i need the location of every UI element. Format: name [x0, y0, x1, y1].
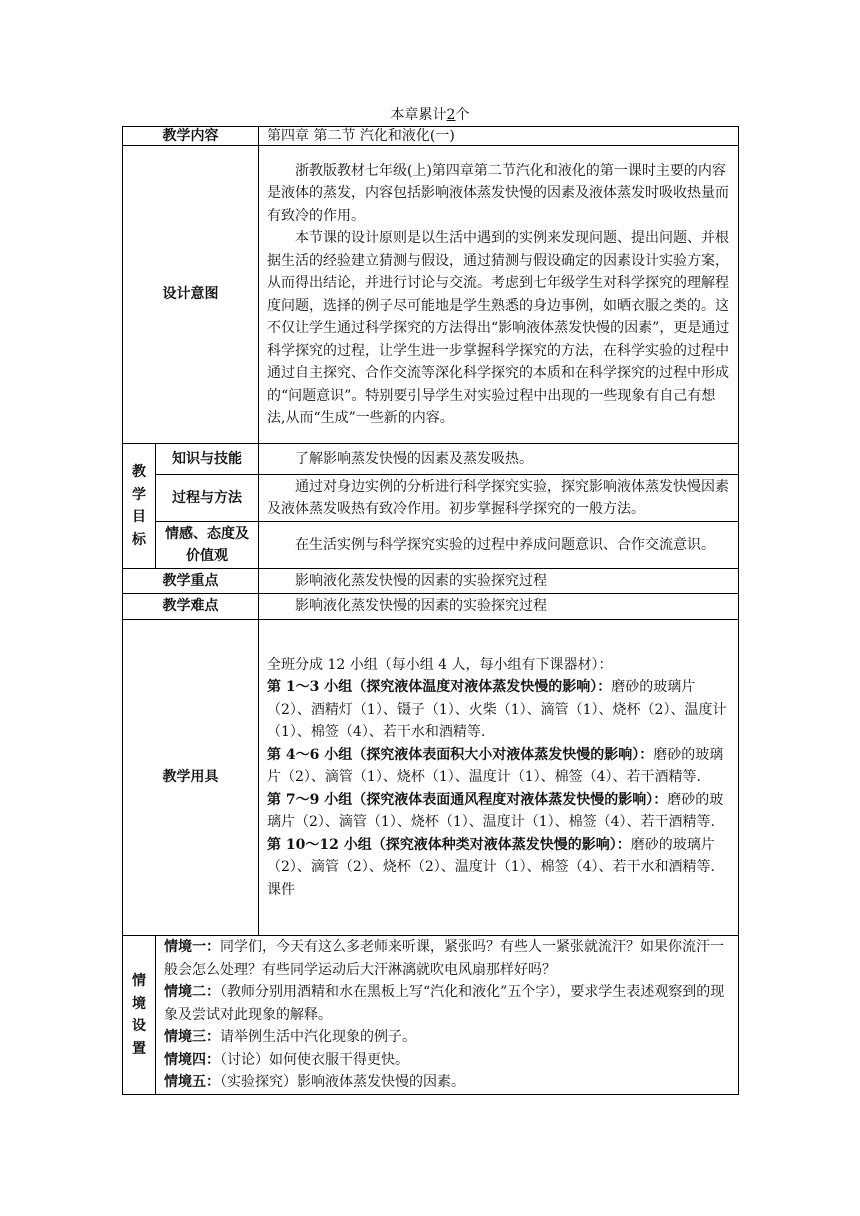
scenario-item-5 — [164, 1071, 730, 1094]
knowledge-skills-label: 知识与技能 — [156, 444, 259, 475]
chapter-count-prefix: 本章累计 — [390, 107, 447, 123]
tools-group-4 — [267, 834, 730, 879]
scenario-item-3-text: 请举例生活中汽化现象的例子。 — [220, 1029, 416, 1046]
teaching-content-value: 第四章 第二节 汽化和液化(一) — [259, 127, 739, 146]
process-method-label: 过程与方法 — [156, 475, 259, 522]
tools-group-3 — [267, 789, 730, 834]
key-point-value: 影响液化蒸发快慢的因素的实验探究过程 — [259, 569, 739, 594]
scenario-item-5-head: 情境五： — [164, 1074, 220, 1091]
row-key-point — [123, 569, 739, 594]
tools-extra: 课件 — [267, 881, 295, 898]
scenario-item-3-head: 情境三： — [164, 1029, 220, 1046]
scenario-item-1-head: 情境一： — [164, 939, 220, 956]
tools-group-2-head: 第 4～6 小组（探究液体表面积大小对液体蒸发快慢的影响）： — [267, 746, 654, 763]
tools-group-4-head: 第 10～12 小组（探究液体种类对液体蒸发快慢的影响）： — [267, 836, 631, 853]
lesson-plan-table — [122, 126, 739, 1095]
teaching-goals-char-4: 标 — [132, 531, 146, 548]
scenario-char-3: 设 — [132, 1018, 146, 1034]
row-goal-process — [123, 475, 739, 522]
scenario-char-2: 境 — [132, 995, 146, 1012]
teaching-goals-char-3: 目 — [132, 509, 146, 525]
tools-group-3-items: 磨砂的玻璃片（2）、滴管（1）、烧杯（1）、温度计（1）、棉签（4）、若干酒精等. — [267, 791, 724, 831]
tools-group-4-items: 磨砂的玻璃片（2）、滴管（2）、烧杯（2）、温度计（1）、棉签（4）、若干水和酒精等. — [267, 836, 715, 876]
knowledge-skills-value: 了解影响蒸发快慢的因素及蒸发吸热。 — [259, 444, 739, 475]
tools-group-1 — [267, 676, 730, 744]
chapter-count-suffix: 个 — [455, 107, 470, 123]
row-goal-emotion — [123, 522, 739, 569]
scenario-label — [123, 936, 156, 1095]
tools-group-2-items: 磨砂的玻璃片（2）、滴管（1）、烧杯（1）、温度计（1）、棉签（4）、若干酒精等. — [267, 746, 724, 786]
row-teaching-tools — [123, 620, 739, 936]
emotion-label-line-1: 情感、态度及 — [165, 525, 249, 542]
chapter-count-number: 2 — [446, 107, 456, 123]
teaching-tools-content — [259, 620, 739, 936]
scenario-item-2-text: （教师分别用酒精和水在黑板上写“汽化和液化”五个字），要求学生表述观察到的现象及尝试对此现象的解释。 — [164, 984, 725, 1023]
scenario-char-1: 情 — [132, 973, 146, 989]
process-method-value: 通过对身边实例的分析进行科学探究实验，探究影响液体蒸发快慢因素及液体蒸发吸热有致冷作用。初步掌握科学探究的一般方法。 — [259, 475, 739, 522]
tools-group-1-items: 磨砂的玻璃片（2）、酒精灯（1）、镊子（1）、火柴（1）、滴管（1）、烧杯（2）、温度计（1）、棉签（4）、若干水和酒精等. — [267, 679, 727, 741]
tools-group-2 — [267, 744, 730, 789]
scenario-item-2 — [164, 981, 730, 1026]
teaching-content-label: 教学内容 — [123, 127, 259, 146]
tools-intro: 全班分成 12 小组（每小组 4 人，每小组有下课器材）： — [267, 656, 613, 673]
emotion-label-line-2: 价值观 — [186, 548, 228, 564]
teaching-tools-label: 教学用具 — [123, 620, 259, 936]
design-intent-paragraph-1: 浙教版教材七年级(上)第四章第二节汽化和液化的第一课时主要的内容是液体的蒸发，内容包括影响液体蒸发快慢的因素及液体蒸发时吸收热量而有致冷的作用。 — [267, 162, 729, 224]
scenario-item-2-head: 情境二： — [164, 984, 220, 1001]
scenario-item-3 — [164, 1026, 730, 1049]
scenario-content — [156, 936, 739, 1095]
scenario-item-4-head: 情境四： — [164, 1051, 220, 1068]
scenario-item-5-text: （实验探究）影响液体蒸发快慢的因素。 — [220, 1074, 465, 1091]
teaching-goals-label — [123, 444, 156, 569]
emotion-attitude-value: 在生活实例与科学探究实验的过程中养成问题意识、合作交流意识。 — [259, 522, 739, 569]
design-intent-paragraph-2: 本节课的设计原则是以生活中遇到的实例来发现问题、提出问题、并根据生活的经验建立猜测与假设，通过猜测与假设确定的因素设计实验方案，从而得出结论，并进行讨论与交流。考虑到七年级学生对科学探究的理解程度问题，选择的例子尽可能地是学生熟悉的身边事例，如晒衣服之类的。这不仅让学生通过科学探究的方法得出“影响液体蒸发快慢的因素”，更是通过科学探究的过程，让学生进一步掌握科学探究的方法，在科学实验的过程中通过自主探究、合作交流等深化科学探究的本质和在科学探究的过程中形成的“问题意识”。特别要引导学生对实验过程中出现的一些现象有自己有想法,从而“生成”一些新的内容。 — [267, 230, 730, 426]
row-difficulty — [123, 594, 739, 620]
row-goal-knowledge — [123, 444, 739, 475]
emotion-attitude-label — [156, 522, 259, 569]
scenario-item-4-text: （讨论）如何使衣服干得更快。 — [220, 1051, 409, 1068]
scenario-item-4 — [164, 1049, 730, 1072]
tools-group-3-head: 第 7～9 小组（探究液体表面通风程度对液体蒸发快慢的影响）： — [267, 791, 668, 808]
chapter-count-line — [0, 106, 860, 124]
design-intent-text — [259, 146, 739, 444]
teaching-goals-char-1: 教 — [132, 464, 146, 480]
row-teaching-content — [123, 127, 739, 146]
difficulty-label: 教学难点 — [123, 594, 259, 620]
difficulty-value: 影响液化蒸发快慢的因素的实验探究过程 — [259, 594, 739, 620]
tools-group-1-head: 第 1～3 小组（探究液体温度对液体蒸发快慢的影响）： — [267, 679, 612, 696]
scenario-item-1 — [164, 936, 730, 981]
row-scenario — [123, 936, 739, 1095]
key-point-label: 教学重点 — [123, 569, 259, 594]
row-design-intent — [123, 146, 739, 444]
teaching-goals-char-2: 学 — [132, 486, 146, 503]
design-intent-label: 设计意图 — [123, 146, 259, 444]
scenario-item-1-text: 同学们，今天有这么多老师来听课，紧张吗？有些人一紧张就流汗？如果你流汗一般会怎么处理？有些同学运动后大汗淋漓就吹电风扇那样好吗？ — [164, 939, 724, 978]
scenario-char-4: 置 — [132, 1040, 146, 1057]
